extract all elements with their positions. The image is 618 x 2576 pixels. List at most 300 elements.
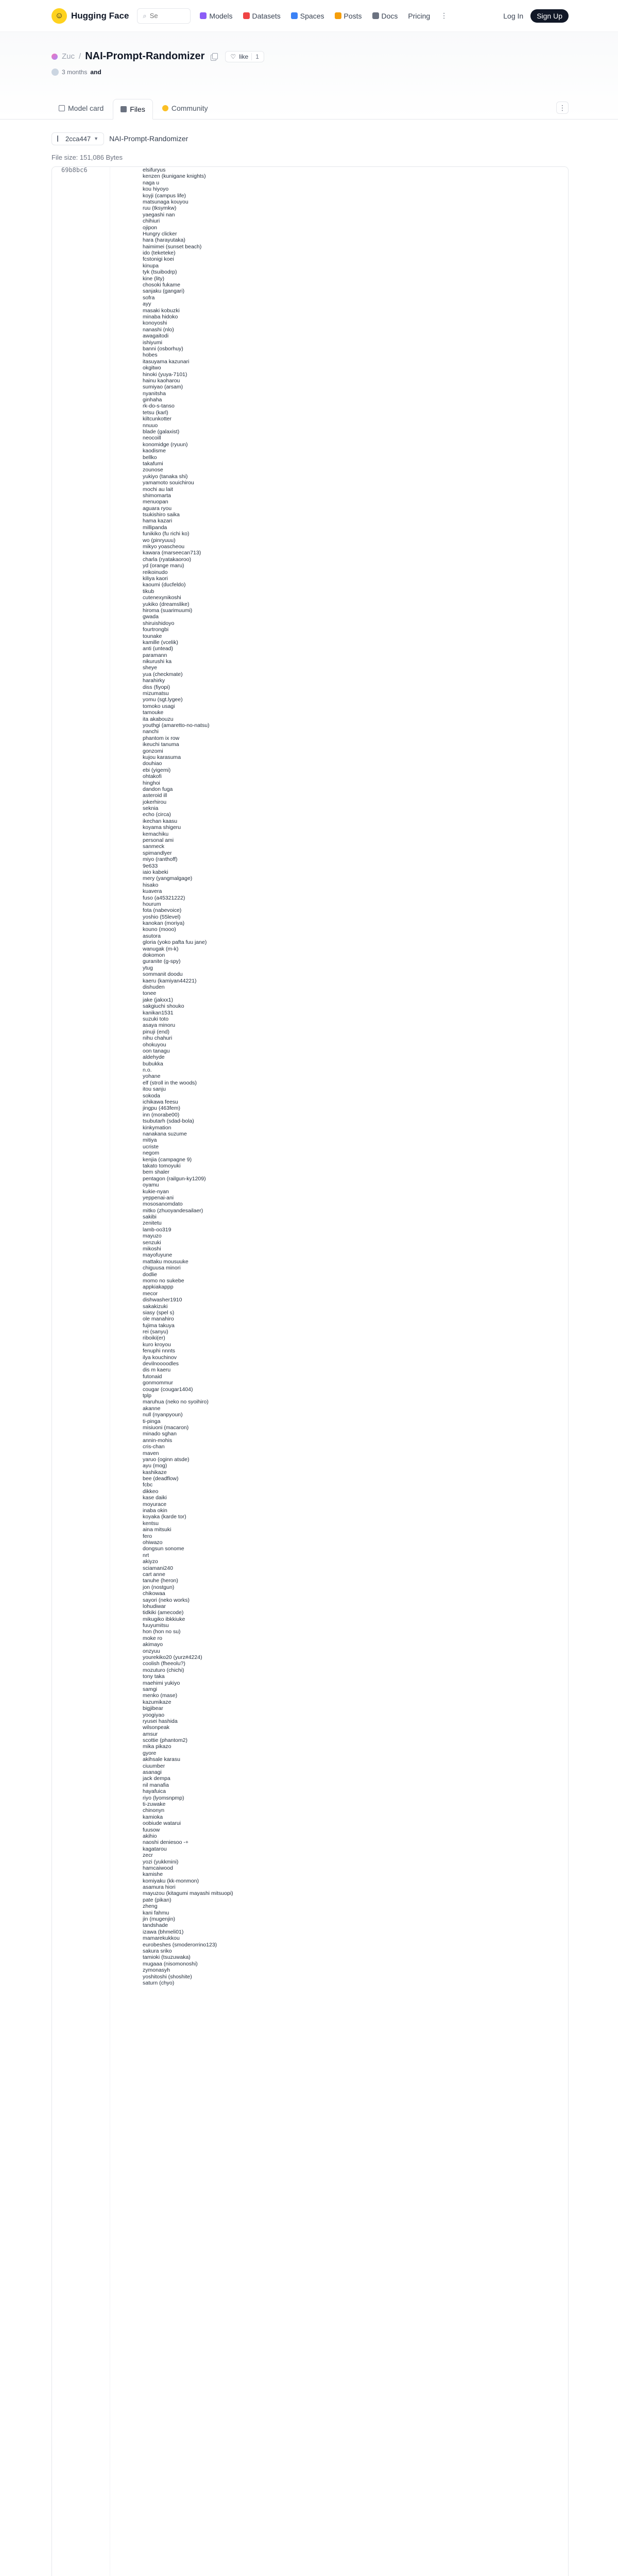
search-icon: ⌕ <box>143 11 147 20</box>
login-link[interactable]: Log In <box>503 11 524 20</box>
code-line: kujou karasuma <box>143 754 181 760</box>
code-line: yohane <box>143 1073 161 1080</box>
code-line: sommanit doodu <box>143 971 183 978</box>
code-line: tamioki (tsuzuwaka) <box>143 1954 191 1961</box>
repo-header <box>0 32 618 120</box>
code-line: minado sghan <box>143 1431 177 1437</box>
code-line: itasuyama kazunari <box>143 358 190 365</box>
code-line: fero <box>143 1533 152 1539</box>
code-line: asteroid ill <box>143 792 167 799</box>
code-line: bellko <box>143 454 157 461</box>
code-line: chihiuri <box>143 218 160 225</box>
branch-icon <box>57 135 62 142</box>
code-line: fenuphi nnnts <box>143 1348 176 1354</box>
code-line: aguara ryou <box>143 505 172 512</box>
code-line: hisako <box>143 882 159 888</box>
code-line: kanikan1531 <box>143 1009 174 1016</box>
code-line: zheng <box>143 1903 158 1910</box>
code-line: misiuoni (macaron) <box>143 1424 189 1431</box>
code-line: nanashi (nlo) <box>143 326 174 333</box>
code-line: akihsale karasu <box>143 1756 180 1763</box>
code-line: nanchi <box>143 728 159 735</box>
code-line: phantom ix row <box>143 735 180 741</box>
code-line: mayuzo <box>143 1233 162 1240</box>
code-line: hiroma (suarimuumi) <box>143 607 193 614</box>
code-line: oobiude watarui <box>143 1820 181 1827</box>
code-line: kou hiyoyo <box>143 186 169 193</box>
code-line: dokomon <box>143 952 165 959</box>
code-line: kiliya kaori <box>143 575 168 582</box>
code-line: mery (yangmalgage) <box>143 875 193 882</box>
code-line: sciamani240 <box>143 1565 173 1571</box>
code-line: ayu (mog) <box>143 1463 167 1469</box>
owner-avatar <box>52 54 58 60</box>
models-icon <box>200 12 207 19</box>
code-line: komiyaku (kk-monmon) <box>143 1877 199 1884</box>
code-line: devilnoooodles <box>143 1361 179 1367</box>
signup-button[interactable]: Sign Up <box>530 9 569 23</box>
code-line: fujima takuya <box>143 1322 175 1329</box>
code-line: mayofuyune <box>143 1252 173 1259</box>
code-line: bigjibear <box>143 1705 163 1712</box>
branch-row <box>52 130 569 147</box>
code-line: ti-zuwake <box>143 1801 166 1807</box>
code-line: dishwasher1910 <box>143 1297 182 1303</box>
code-line: blade (galaxist) <box>143 429 180 435</box>
code-line: yaegashi nan <box>143 211 175 218</box>
code-line: sheye <box>143 665 158 671</box>
code-line: ishiyumi <box>143 339 162 346</box>
code-line: konoyoshi <box>143 320 167 327</box>
code-line: ti-pinga <box>143 1418 161 1425</box>
brand[interactable] <box>52 8 129 24</box>
code-line: siasy (spel s) <box>143 1309 175 1316</box>
code-line: asanagi <box>143 1769 162 1776</box>
code-line: gwada <box>143 614 159 620</box>
code-line: scottie (phantom2) <box>143 1737 187 1744</box>
file-size: File size: 151,086 Bytes <box>52 154 123 161</box>
code-line: aldehyde <box>143 1054 165 1061</box>
code-line: zenitetu <box>143 1220 162 1227</box>
code-line: fcbc <box>143 1482 153 1488</box>
code-line: onzyuu <box>143 1648 160 1654</box>
heart-icon: ♡ <box>230 53 236 60</box>
code-line: sakgiuchi shouko <box>143 1003 184 1010</box>
like-button[interactable] <box>225 51 264 62</box>
file-view <box>0 120 618 2576</box>
code-line: nihu chahuri <box>143 1035 173 1042</box>
code-line: kuro kroyou <box>143 1341 171 1348</box>
code-line: sayori (neko works) <box>143 1597 190 1603</box>
code-line: cart anne <box>143 1571 165 1578</box>
code-line: nrt <box>143 1552 149 1558</box>
files-icon <box>121 106 127 112</box>
code-line: ohokuyou <box>143 1041 166 1048</box>
code-line: sakibi <box>143 1214 157 1221</box>
code-line: ita akabouzu <box>143 716 174 722</box>
search-input[interactable] <box>150 12 181 20</box>
code-line: tsubutarh (sdad-bola) <box>143 1118 194 1125</box>
code-line: dishuden <box>143 984 165 990</box>
auth-actions <box>503 9 569 23</box>
code-line: zymonasyh <box>143 1967 170 1974</box>
code-line: sumiyao (arsam) <box>143 384 183 391</box>
code-line: reikoinudo <box>143 569 168 575</box>
code-line: funikiko (fu richi ko) <box>143 531 190 537</box>
code-line: elf (stroll in the woods) <box>143 1079 197 1086</box>
code-line: kawara (marseecan713) <box>143 550 201 556</box>
chevron-down-icon: ▼ <box>94 136 99 141</box>
meta-link[interactable]: and <box>90 69 101 76</box>
code-line: bee (deadflow) <box>143 1476 179 1482</box>
branch-selector[interactable] <box>52 132 104 145</box>
code-line: sanmeck <box>143 843 165 850</box>
code-line: kazumikaze <box>143 1699 171 1705</box>
code-line: mugaaa (nisomonoshi) <box>143 1960 198 1967</box>
code-line: hinghoi <box>143 779 160 786</box>
search-box[interactable] <box>137 8 191 24</box>
code-line: kentsu <box>143 1520 159 1527</box>
file-lines <box>135 167 233 2576</box>
code-line: moyurace <box>143 1501 167 1507</box>
code-line: n.o. <box>143 1067 152 1074</box>
repo-more-icon[interactable]: ⋮ <box>556 101 569 114</box>
code-line: diss (fiyopi) <box>143 684 170 690</box>
top-navbar <box>0 0 618 32</box>
breadcrumb-path[interactable]: NAI-Prompt-Randomizer <box>109 134 188 143</box>
code-line: hara (harayutaka) <box>143 237 185 244</box>
code-line: hamcaiwood <box>143 1865 173 1871</box>
code-line: lohudiwar <box>143 1603 166 1609</box>
code-line: youthgi (amaretto-no-natsu) <box>143 722 210 728</box>
code-line: ojipon <box>143 224 158 231</box>
code-line: naoshi deniesoo -+ <box>143 1839 189 1846</box>
code-line: millipanda <box>143 524 167 531</box>
code-line: aina mitsuki <box>143 1527 171 1533</box>
code-line: itou sanju <box>143 1086 166 1093</box>
code-line: coolish (fheeolu?) <box>143 1660 185 1667</box>
code-line: shiruishidoyo <box>143 620 175 626</box>
code-line: negom <box>143 1150 160 1157</box>
nav-pricing[interactable]: Pricing <box>408 11 431 20</box>
code-line: jokerhirou <box>143 799 167 805</box>
code-line: kinkymation <box>143 1124 171 1131</box>
code-line: fota (nabevoice) <box>143 907 182 914</box>
path-separator: / <box>79 52 81 61</box>
tab-model-card[interactable]: Model card <box>52 98 111 119</box>
code-line: kanokan (moriya) <box>143 920 185 927</box>
code-line: mattaku mousuuke <box>143 1258 188 1265</box>
code-line: pentagon (railgun-ky1209) <box>143 1175 206 1182</box>
spaces-icon <box>291 12 298 19</box>
code-line: kiltcunkotter <box>143 416 172 422</box>
copy-icon[interactable] <box>210 53 218 61</box>
code-line: rk-do-s-tanso <box>143 403 175 410</box>
code-line: jon (nostgun) <box>143 1584 175 1590</box>
code-line: kani fahmu <box>143 1909 169 1916</box>
nav-spaces[interactable]: Spaces <box>291 12 324 20</box>
repo-name[interactable]: NAI-Prompt-Randomizer <box>85 50 205 62</box>
code-line: hayafuica <box>143 1788 166 1795</box>
code-line: ruu (tksymkw) <box>143 205 177 212</box>
code-line: minaba hidoko <box>143 313 178 320</box>
code-line: cutenexynikoshi <box>143 595 181 601</box>
code-line: mochi au lait <box>143 486 173 493</box>
code-line: kamille (vcelik) <box>143 639 178 646</box>
code-line: jack dempa <box>143 1775 170 1782</box>
code-line: tony taka <box>143 1673 165 1680</box>
code-line: ayy <box>143 301 151 308</box>
main-nav <box>200 11 448 20</box>
code-line: jingpu (463fem) <box>143 1105 180 1112</box>
code-line: ytug <box>143 964 153 971</box>
code-line: hainu kaoharou <box>143 377 180 384</box>
model-card-icon <box>59 105 65 111</box>
more-menu-icon[interactable]: ⋮ <box>440 11 448 20</box>
code-line: kase daiki <box>143 1495 167 1501</box>
code-line: anti (untead) <box>143 646 173 652</box>
code-line: neocoill <box>143 435 161 442</box>
line-gutter <box>110 167 135 2576</box>
updated-time: 3 months <box>62 69 88 76</box>
code-line: dandon fuga <box>143 786 173 792</box>
community-icon <box>162 105 168 111</box>
code-line: kashikaze <box>143 1469 167 1476</box>
code-line: mitiya <box>143 1137 157 1144</box>
code-line: harahirky <box>143 677 165 684</box>
code-line: moke ro <box>143 1635 162 1641</box>
code-line: nanakana suzume <box>143 1130 187 1137</box>
code-line: miyo (ranthoff) <box>143 856 178 863</box>
code-line: ohiwazo <box>143 1539 163 1546</box>
code-line: fuso (a45321222) <box>143 894 185 901</box>
code-line: kaeru (kamiyan44221) <box>143 977 197 984</box>
code-line: dis m kaeru <box>143 1367 171 1374</box>
code-line: chiguusa minori <box>143 1265 181 1272</box>
code-line: yoogiyao <box>143 1711 165 1718</box>
code-line: ichikawa feesu <box>143 1099 178 1106</box>
code-line: koyama shigeru <box>143 824 181 831</box>
code-line: tsukishiro saika <box>143 512 180 518</box>
code-line: riyo (lyomsnpmp) <box>143 1794 184 1801</box>
code-line: yozi (yukkmini) <box>143 1858 179 1865</box>
code-line: zounose <box>143 467 163 473</box>
code-line: tamouke <box>143 709 164 716</box>
code-line: yua (checkmate) <box>143 671 183 677</box>
code-line: sanjaku (gangari) <box>143 288 185 295</box>
nav-posts[interactable]: Posts <box>335 12 362 20</box>
code-line: shimomarta <box>143 492 171 499</box>
code-line: ohtakofi <box>143 773 162 780</box>
code-line: wilsonpeak <box>143 1724 169 1731</box>
code-line: hama kazari <box>143 518 173 524</box>
tab-community[interactable]: Community <box>155 98 215 119</box>
code-line: tplp <box>143 1393 151 1399</box>
code-line: tidkiki (amecode) <box>143 1609 184 1616</box>
like-count: 1 <box>251 53 259 60</box>
code-line: seknia <box>143 805 159 812</box>
code-line: sokoda <box>143 1092 160 1099</box>
code-line: kuavera <box>143 888 162 895</box>
tab-files[interactable]: Files <box>113 99 153 120</box>
code-line: fuuyumitsu <box>143 1622 169 1629</box>
code-line: ikechan kaasu <box>143 818 178 824</box>
code-line: elsifuryus <box>143 167 166 173</box>
code-line: kukie-nyan <box>143 1188 169 1195</box>
code-line: mikugiko ibkkiuke <box>143 1616 185 1622</box>
code-line: kenzen (kunigane knights) <box>143 173 206 180</box>
code-line: zecr <box>143 1852 153 1859</box>
code-line: maehimi yukiyo <box>143 1680 180 1686</box>
code-line: inn (morabe00) <box>143 1111 180 1118</box>
code-line: yeppenai-ani <box>143 1194 174 1201</box>
code-line: ginhaha <box>143 397 162 403</box>
code-line: banni (osborhuy) <box>143 345 183 352</box>
code-line: wanugak (m-k) <box>143 945 179 952</box>
repo-meta <box>52 69 569 76</box>
code-line: kamishe <box>143 1871 163 1878</box>
code-line: tounake <box>143 633 162 639</box>
repo-title-row <box>52 50 569 62</box>
code-line: paramann <box>143 652 167 658</box>
file-content-box <box>52 166 569 2576</box>
code-line: takafumi <box>143 460 163 467</box>
code-line: kenjia (campagne 9) <box>143 1156 192 1163</box>
code-line: maven <box>143 1450 159 1456</box>
code-line: guranite (g-spy) <box>143 958 181 965</box>
code-line: masaki kobuzki <box>143 307 180 314</box>
hugging-face-logo-icon: ☺ <box>52 8 67 24</box>
code-line: nikurushi ka <box>143 658 172 665</box>
code-line: sofra <box>143 294 155 301</box>
code-line: kaoumi (ducfeldo) <box>143 582 186 588</box>
code-line: izawa (bhmeli01) <box>143 1928 184 1935</box>
code-line: yukiyo (tanaka shi) <box>143 473 188 480</box>
code-line: yoshitoshi (shoshite) <box>143 1973 192 1980</box>
code-line: mecor <box>143 1290 158 1297</box>
code-line: ido (teketeke) <box>143 250 176 257</box>
brand-name: Hugging Face <box>71 10 129 21</box>
code-line: asutora <box>143 933 161 939</box>
code-line: kine (lity) <box>143 275 165 282</box>
nav-models[interactable]: Models <box>200 12 232 20</box>
code-line: takato tomoyuki <box>143 1162 181 1169</box>
code-line: akihio <box>143 1833 157 1839</box>
code-line: kamioka <box>143 1814 163 1820</box>
code-line: fuusow <box>143 1826 160 1833</box>
code-line: koyaka (karde tor) <box>143 1514 186 1520</box>
code-line: spimandlyer <box>143 850 172 856</box>
code-line: kemachiku <box>143 831 169 837</box>
code-line: futonaid <box>143 1373 162 1380</box>
nav-docs[interactable]: Docs <box>372 12 398 20</box>
like-label: like <box>239 53 249 60</box>
code-line: yomu (sgt.lygee) <box>143 697 183 703</box>
code-line: jin (mugenjin) <box>143 1916 176 1923</box>
code-line: inaba okin <box>143 1507 167 1514</box>
code-line: naga u <box>143 179 160 186</box>
nav-datasets[interactable]: Datasets <box>243 12 281 20</box>
code-line: bubukka <box>143 1060 163 1067</box>
code-line: tyk (tsuibodrp) <box>143 269 177 276</box>
code-line: nil manafia <box>143 1782 169 1788</box>
posts-icon <box>335 12 341 19</box>
code-line: yamamoto souichirou <box>143 480 194 486</box>
code-line: gloria (yoko pafta fuu jane) <box>143 939 207 946</box>
code-line: ucriste <box>143 1143 159 1150</box>
code-line: haimimei (sunset beach) <box>143 243 202 250</box>
code-line: nyanitsha <box>143 390 166 397</box>
code-line: appkiakappp <box>143 1284 174 1291</box>
code-line: mikoshi <box>143 1246 161 1252</box>
code-line: pate (pikan) <box>143 1896 171 1903</box>
code-line: akanne <box>143 1405 161 1412</box>
code-line: kaodisme <box>143 448 166 454</box>
code-line: oon tanagu <box>143 1047 170 1054</box>
repo-tabs <box>52 96 569 119</box>
code-line: akiyzo <box>143 1558 158 1565</box>
code-line: sakakizuki <box>143 1303 168 1310</box>
code-line: asaya minoru <box>143 1022 176 1029</box>
code-line: oyamu <box>143 1182 159 1189</box>
code-line: kinupa <box>143 262 159 269</box>
code-line: douhiao <box>143 760 162 767</box>
code-line: mika pikazo <box>143 1743 171 1750</box>
code-line: hon (hon no su) <box>143 1629 181 1635</box>
code-line: matsunaga kouyou <box>143 198 188 205</box>
code-line: tetsu (karl) <box>143 409 168 416</box>
code-line: yoshio (55level) <box>143 913 181 920</box>
code-line: riboiki(er) <box>143 1335 165 1342</box>
repo-owner-link[interactable]: Zuc <box>62 52 75 61</box>
code-line: kouno (mooo) <box>143 926 176 933</box>
branch-name: 2cca447 <box>65 134 91 143</box>
code-line: okgitwo <box>143 365 161 371</box>
code-line: annin-mohis <box>143 1437 173 1444</box>
code-line: nnuuo <box>143 422 158 429</box>
code-line: amsur <box>143 1731 158 1737</box>
code-line: null (nyanpyoun) <box>143 1412 183 1418</box>
code-line: gonmommur <box>143 1380 173 1386</box>
code-line: chinonyn <box>143 1807 165 1814</box>
code-line: mamarekukkou <box>143 1935 180 1942</box>
code-line: wo (pinryuuu) <box>143 537 176 544</box>
code-line: koyji (campus life) <box>143 192 186 199</box>
code-line: ebi (yigemi) <box>143 767 171 773</box>
code-line: suzuki toto <box>143 1015 169 1022</box>
commit-hash[interactable]: 69b8bc6 <box>61 166 88 174</box>
code-line: mayuzou (kitagumi mayashi mitsuopi) <box>143 1890 233 1897</box>
code-line: akimayo <box>143 1641 163 1648</box>
code-line: lamb-oo319 <box>143 1226 171 1233</box>
code-line: hourum <box>143 901 161 907</box>
code-line: yd (orange maru) <box>143 563 184 569</box>
code-line: dodlie <box>143 1271 158 1278</box>
code-line: ole manahiro <box>143 1316 174 1323</box>
code-line: gonzomi <box>143 748 163 754</box>
docs-icon <box>372 12 379 19</box>
code-line: pinuji (end) <box>143 1028 169 1035</box>
blame-column <box>52 167 110 2576</box>
code-line: hinoki (yuya-7101) <box>143 371 187 378</box>
code-line: kagatarou <box>143 1845 167 1852</box>
code-line: senzuki <box>143 1239 161 1246</box>
code-line: ilya kouchinov <box>143 1354 177 1361</box>
code-line: momo no sukebe <box>143 1277 184 1284</box>
code-line: konomidge (ryuun) <box>143 441 188 448</box>
code-line: dikkeo <box>143 1488 159 1495</box>
code-line: tomoko usagi <box>143 703 175 709</box>
